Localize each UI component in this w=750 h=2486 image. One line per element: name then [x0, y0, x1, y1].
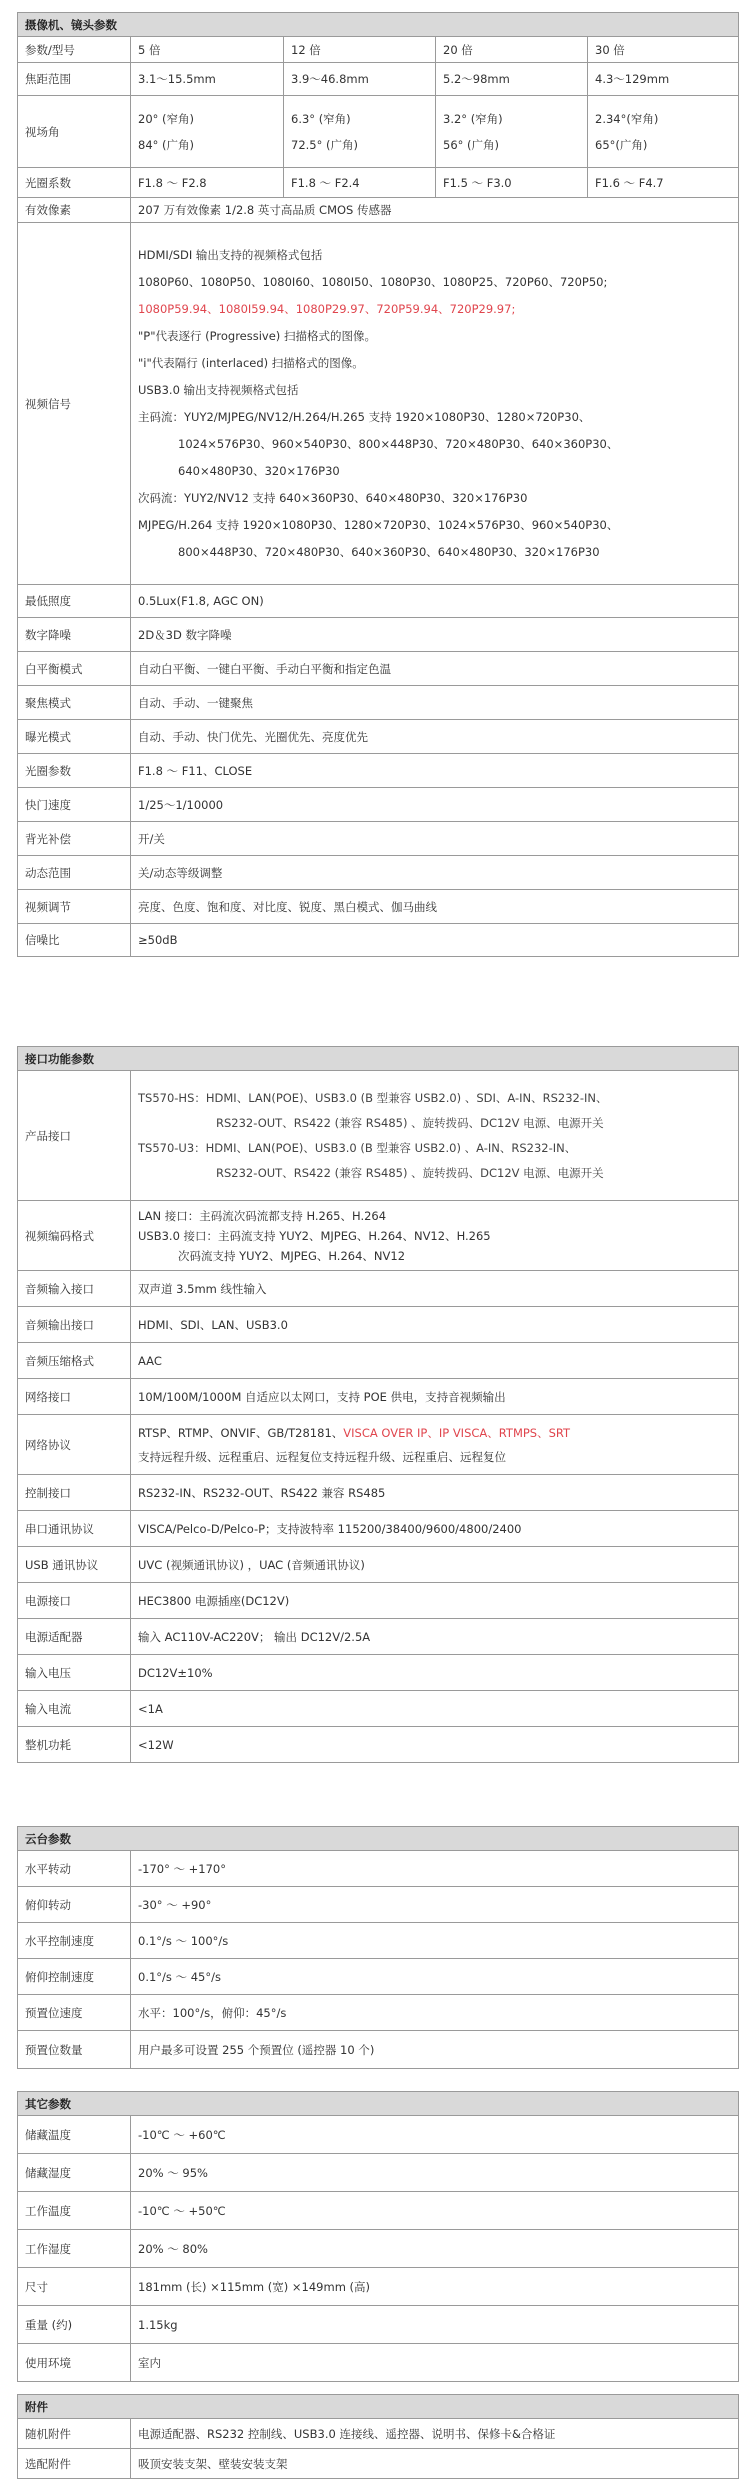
fov-wide: 65°(广角): [595, 137, 648, 152]
protocol-standard: RTSP、RTMP、ONVIF、GB/T28181、: [138, 1425, 344, 1440]
aperture-30x: F1.6 ～ F4.7: [588, 168, 739, 198]
codec-line: LAN 接口：主码流次码流都支持 H.265、H.264: [138, 1208, 387, 1223]
fov-wide: 56° (广角): [443, 137, 500, 152]
row-label: 光圈参数: [18, 754, 131, 788]
row-label: 工作湿度: [18, 2230, 131, 2268]
row-label: 快门速度: [18, 788, 131, 822]
row-label: 预置位速度: [18, 1995, 131, 2031]
model-20x: 20 倍: [436, 37, 588, 63]
signal-line: 800×448P30、720×480P30、640×360P30、640×480P30、320×176P30: [178, 544, 600, 559]
accessory-spec-table: [17, 2394, 739, 2479]
row-value: <1A: [131, 1691, 739, 1727]
fov-wide: 72.5° (广角): [291, 137, 358, 152]
signal-line-highlight: 1080P59.94、1080I59.94、1080P29.97、720P59.94、720P29.97;: [138, 301, 516, 316]
row-value: 10M/100M/1000M 自适应以太网口，支持 POE 供电，支持音视频输出: [131, 1379, 739, 1415]
row-label-codec: 视频编码格式: [18, 1201, 131, 1271]
fov-narrow: 3.2° (窄角): [443, 111, 503, 126]
row-value: 20% ～ 95%: [131, 2154, 739, 2192]
row-label: 音频输入接口: [18, 1271, 131, 1307]
row-value: -170° ～ +170°: [131, 1851, 739, 1887]
row-label: 随机附件: [18, 2419, 131, 2449]
row-label: 整机功耗: [18, 1727, 131, 1763]
row-value: 室内: [131, 2344, 739, 2382]
interface-spec-table: [17, 1046, 739, 1763]
fov-narrow: 2.34°(窄角): [595, 111, 659, 126]
row-value: UVC (视频通讯协议) ，UAC (音频通讯协议): [131, 1547, 739, 1583]
row-label: 视频调节: [18, 890, 131, 924]
row-value: 双声道 3.5mm 线性输入: [131, 1271, 739, 1307]
row-value: 2D＆3D 数字降噪: [131, 618, 739, 652]
port-line: RS232-OUT、RS422 (兼容 RS485) 、旋转拨码、DC12V 电源、电源开关: [216, 1115, 604, 1130]
row-label: 电源适配器: [18, 1619, 131, 1655]
row-label: 选配附件: [18, 2449, 131, 2479]
row-label-pixels: 有效像素: [18, 198, 131, 223]
row-label: 聚焦模式: [18, 686, 131, 720]
protocol-highlight: VISCA OVER IP、IP VISCA、RTMPS、SRT: [343, 1425, 571, 1440]
signal-line: USB3.0 输出支持视频格式包括: [138, 382, 299, 397]
row-value: 用户最多可设置 255 个预置位 (遥控器 10 个): [131, 2031, 739, 2069]
row-label: 动态范围: [18, 856, 131, 890]
ptz-spec-table: [17, 1826, 739, 2069]
row-label: 输入电流: [18, 1691, 131, 1727]
row-value: 关/动态等级调整: [131, 856, 739, 890]
row-value: DC12V±10%: [131, 1655, 739, 1691]
row-label: 背光补偿: [18, 822, 131, 856]
row-value: <12W: [131, 1727, 739, 1763]
fov-20x: [436, 96, 588, 168]
signal-line: "P"代表逐行 (Progressive) 扫描格式的图像。: [138, 328, 376, 343]
row-value: 0.1°/s ～ 45°/s: [131, 1959, 739, 1995]
model-12x: 12 倍: [284, 37, 436, 63]
section-title-other: 其它参数: [18, 2092, 739, 2116]
row-value: 输入 AC110V-AC220V； 输出 DC12V/2.5A: [131, 1619, 739, 1655]
row-label: 重量 (约): [18, 2306, 131, 2344]
row-label: 白平衡模式: [18, 652, 131, 686]
signal-line: 次码流：YUY2/NV12 支持 640×360P30、640×480P30、320×176P30: [138, 490, 528, 505]
row-value: VISCA/Pelco-D/Pelco-P；支持波特率 115200/38400/9600/4800/2400: [131, 1511, 739, 1547]
row-label: 储藏温度: [18, 2116, 131, 2154]
row-label-focal: 焦距范围: [18, 63, 131, 96]
port-line: TS570-HS：HDMI、LAN(POE)、USB3.0 (B 型兼容 USB2.0) 、SDI、A-IN、RS232-IN、: [138, 1090, 608, 1105]
focal-12x: 3.9～46.8mm: [284, 63, 436, 96]
signal-line: "i"代表隔行 (interlaced) 扫描格式的图像。: [138, 355, 364, 370]
row-value: 1/25～1/10000: [131, 788, 739, 822]
codec-value: [131, 1201, 739, 1271]
aperture-5x: F1.8 ～ F2.8: [131, 168, 284, 198]
row-label: 音频输出接口: [18, 1307, 131, 1343]
row-label: 串口通讯协议: [18, 1511, 131, 1547]
fov-5x: [131, 96, 284, 168]
fov-30x: [588, 96, 739, 168]
row-value: 水平：100°/s，俯仰：45°/s: [131, 1995, 739, 2031]
row-label: 储藏湿度: [18, 2154, 131, 2192]
row-value: 自动白平衡、一键白平衡、手动白平衡和指定色温: [131, 652, 739, 686]
signal-line: 主码流：YUY2/MJPEG/NV12/H.264/H.265 支持 1920×1080P30、1280×720P30、: [138, 409, 591, 424]
row-value: AAC: [131, 1343, 739, 1379]
row-value: 181mm (长) ×115mm (宽) ×149mm (高): [131, 2268, 739, 2306]
row-value: F1.8 ～ F11、CLOSE: [131, 754, 739, 788]
section-title-interface: 接口功能参数: [18, 1047, 739, 1071]
row-value: 0.1°/s ～ 100°/s: [131, 1923, 739, 1959]
signal-line: 1080P60、1080P50、1080I60、1080I50、1080P30、1080P25、720P60、720P50;: [138, 274, 608, 289]
row-label: 控制接口: [18, 1475, 131, 1511]
row-label-aperture: 光圈系数: [18, 168, 131, 198]
fov-wide: 84° (广角): [138, 137, 195, 152]
row-label: 输入电压: [18, 1655, 131, 1691]
row-value: -10℃ ～ +50℃: [131, 2192, 739, 2230]
signal-line: 640×480P30、320×176P30: [178, 463, 340, 478]
row-label: 水平转动: [18, 1851, 131, 1887]
product-ports: [131, 1071, 739, 1201]
row-label: 预置位数量: [18, 2031, 131, 2069]
fov-narrow: 6.3° (窄角): [291, 111, 351, 126]
codec-line: USB3.0 接口：主码流支持 YUY2、MJPEG、H.264、NV12、H.265: [138, 1228, 491, 1243]
row-label: 网络接口: [18, 1379, 131, 1415]
row-label-models: 参数/型号: [18, 37, 131, 63]
fov-narrow: 20° (窄角): [138, 111, 195, 126]
row-label: 数字降噪: [18, 618, 131, 652]
row-value: 自动、手动、快门优先、光圈优先、亮度优先: [131, 720, 739, 754]
row-label-fov: 视场角: [18, 96, 131, 168]
row-value: HEC3800 电源插座(DC12V): [131, 1583, 739, 1619]
aperture-20x: F1.5 ～ F3.0: [436, 168, 588, 198]
row-label: USB 通讯协议: [18, 1547, 131, 1583]
pixels-value: 207 万有效像素 1/2.8 英寸高品质 CMOS 传感器: [131, 198, 739, 223]
row-label-signal: 视频信号: [18, 223, 131, 585]
row-label: 水平控制速度: [18, 1923, 131, 1959]
section-title-ptz: 云台参数: [18, 1827, 739, 1851]
row-label: 电源接口: [18, 1583, 131, 1619]
other-spec-table: [17, 2091, 739, 2382]
model-30x: 30 倍: [588, 37, 739, 63]
fov-12x: [284, 96, 436, 168]
row-label: 尺寸: [18, 2268, 131, 2306]
row-label: 最低照度: [18, 585, 131, 618]
network-protocols: [131, 1415, 739, 1475]
aperture-12x: F1.8 ～ F2.4: [284, 168, 436, 198]
row-label-network: 网络协议: [18, 1415, 131, 1475]
row-value: -10℃ ～ +60℃: [131, 2116, 739, 2154]
section-title-camera: 摄像机、镜头参数: [18, 13, 739, 37]
row-value: 自动、手动、一键聚焦: [131, 686, 739, 720]
row-label: 俯仰转动: [18, 1887, 131, 1923]
signal-value: [131, 223, 739, 585]
port-line: TS570-U3：HDMI、LAN(POE)、USB3.0 (B 型兼容 USB2.0) 、A-IN、RS232-IN、: [138, 1140, 577, 1155]
focal-20x: 5.2～98mm: [436, 63, 588, 96]
focal-30x: 4.3～129mm: [588, 63, 739, 96]
signal-line: HDMI/SDI 输出支持的视频格式包括: [138, 247, 323, 262]
protocol-line: 支持远程升级、远程重启、远程复位支持远程升级、远程重启、远程复位: [138, 1449, 506, 1464]
model-5x: 5 倍: [131, 37, 284, 63]
row-label-product: 产品接口: [18, 1071, 131, 1201]
focal-5x: 3.1～15.5mm: [131, 63, 284, 96]
row-label: 曝光模式: [18, 720, 131, 754]
row-value: 20% ～ 80%: [131, 2230, 739, 2268]
codec-line: 次码流支持 YUY2、MJPEG、H.264、NV12: [178, 1248, 406, 1263]
signal-line: MJPEG/H.264 支持 1920×1080P30、1280×720P30、1024×576P30、960×540P30、: [138, 517, 619, 532]
row-label: 使用环境: [18, 2344, 131, 2382]
row-value: 电源适配器、RS232 控制线、USB3.0 连接线、遥控器、说明书、保修卡&合格证: [131, 2419, 739, 2449]
row-value: 亮度、色度、饱和度、对比度、锐度、黑白模式、伽马曲线: [131, 890, 739, 924]
section-title-accessory: 附件: [18, 2395, 739, 2419]
row-label: 俯仰控制速度: [18, 1959, 131, 1995]
row-value: -30° ～ +90°: [131, 1887, 739, 1923]
signal-line: 1024×576P30、960×540P30、800×448P30、720×480P30、640×360P30、: [178, 436, 619, 451]
row-value: 吸顶安装支架、壁装安装支架: [131, 2449, 739, 2479]
row-value: 0.5Lux(F1.8, AGC ON): [131, 585, 739, 618]
row-value: ≥50dB: [131, 924, 739, 957]
protocol-line: [138, 1421, 731, 1445]
row-value: HDMI、SDI、LAN、USB3.0: [131, 1307, 739, 1343]
row-label: 音频压缩格式: [18, 1343, 131, 1379]
row-label: 工作温度: [18, 2192, 131, 2230]
row-value: RS232-IN、RS232-OUT、RS422 兼容 RS485: [131, 1475, 739, 1511]
row-value: 开/关: [131, 822, 739, 856]
row-label: 信噪比: [18, 924, 131, 957]
camera-spec-table: [17, 12, 739, 957]
port-line: RS232-OUT、RS422 (兼容 RS485) 、旋转拨码、DC12V 电源、电源开关: [216, 1165, 604, 1180]
row-value: 1.15kg: [131, 2306, 739, 2344]
